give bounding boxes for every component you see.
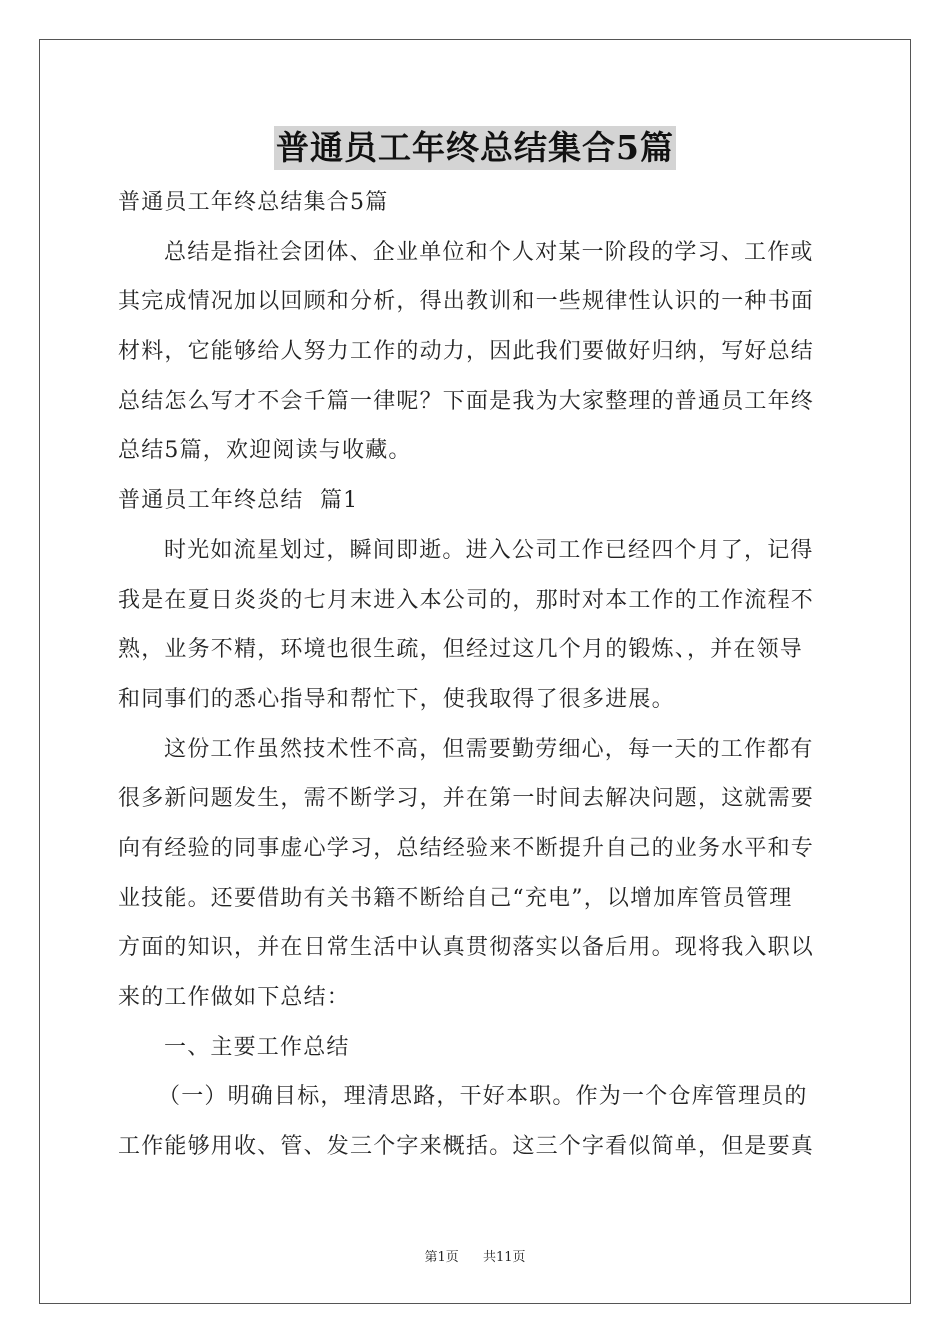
text-line: 业技能。还要借助有关书籍不断给自己“充电”，以增加库管员管理: [118, 885, 793, 911]
document-body: [118, 178, 834, 1172]
text-line: 材料，它能够给人努力工作的动力，因此我们要做好归纳，写好总结: [118, 339, 815, 365]
text-line: 其完成情况加以回顾和分析，得出教训和一些规律性认识的一种书面: [118, 289, 815, 315]
total-pages: 共11页: [483, 1250, 526, 1265]
text-line: （一）明确目标，理清思路，干好本职。作为一个仓库管理员的: [158, 1084, 808, 1110]
text-line: 向有经验的同事虚心学习，总结经验来不断提升自己的业务水平和专: [118, 835, 815, 861]
text-line: 来的工作做如下总结：: [118, 985, 351, 1010]
text-line: 方面的知识，并在日常生活中认真贯彻落实以备后用。现将我入职以: [118, 935, 815, 961]
page-number: 第1页: [424, 1250, 459, 1265]
section-heading: 普通员工年终总结 篇1: [118, 488, 359, 514]
text-line: 我是在夏日炎炎的七月末进入本公司的，那时对本工作的工作流程不: [118, 587, 815, 613]
text-line: 总结怎么写才不会千篇一律呢？下面是我为大家整理的普通员工年终: [118, 388, 815, 414]
text-line: 总结5篇，欢迎阅读与收藏。: [118, 438, 412, 464]
text-line: 这份工作虽然技术性不高，但需要勤劳细心，每一天的工作都有: [164, 736, 814, 762]
text-line: 熟，业务不精，环境也很生疏，但经过这几个月的锻炼、，并在领导: [118, 637, 804, 663]
text-line: 和同事们的悉心指导和帮忙下，使我取得了很多进展。: [118, 686, 675, 712]
text-line: 很多新问题发生，需不断学习，并在第一时间去解决问题，这就需要: [118, 786, 815, 812]
text-line: 总结是指社会团体、企业单位和个人对某一阶段的学习、工作或: [164, 239, 814, 265]
text-line: 工作能够用收、管、发三个字来概括。这三个字看似简单，但是要真: [118, 1134, 815, 1160]
page-footer: [0, 1246, 950, 1265]
title-container: [0, 126, 950, 170]
text-line: 时光如流星划过，瞬间即逝。进入公司工作已经四个月了，记得: [164, 537, 814, 563]
document-title: 普通员工年终总结集合5篇: [274, 126, 676, 170]
subsection-heading: 一、主要工作总结: [164, 1034, 350, 1060]
text-line: 普通员工年终总结集合5篇: [118, 190, 389, 215]
